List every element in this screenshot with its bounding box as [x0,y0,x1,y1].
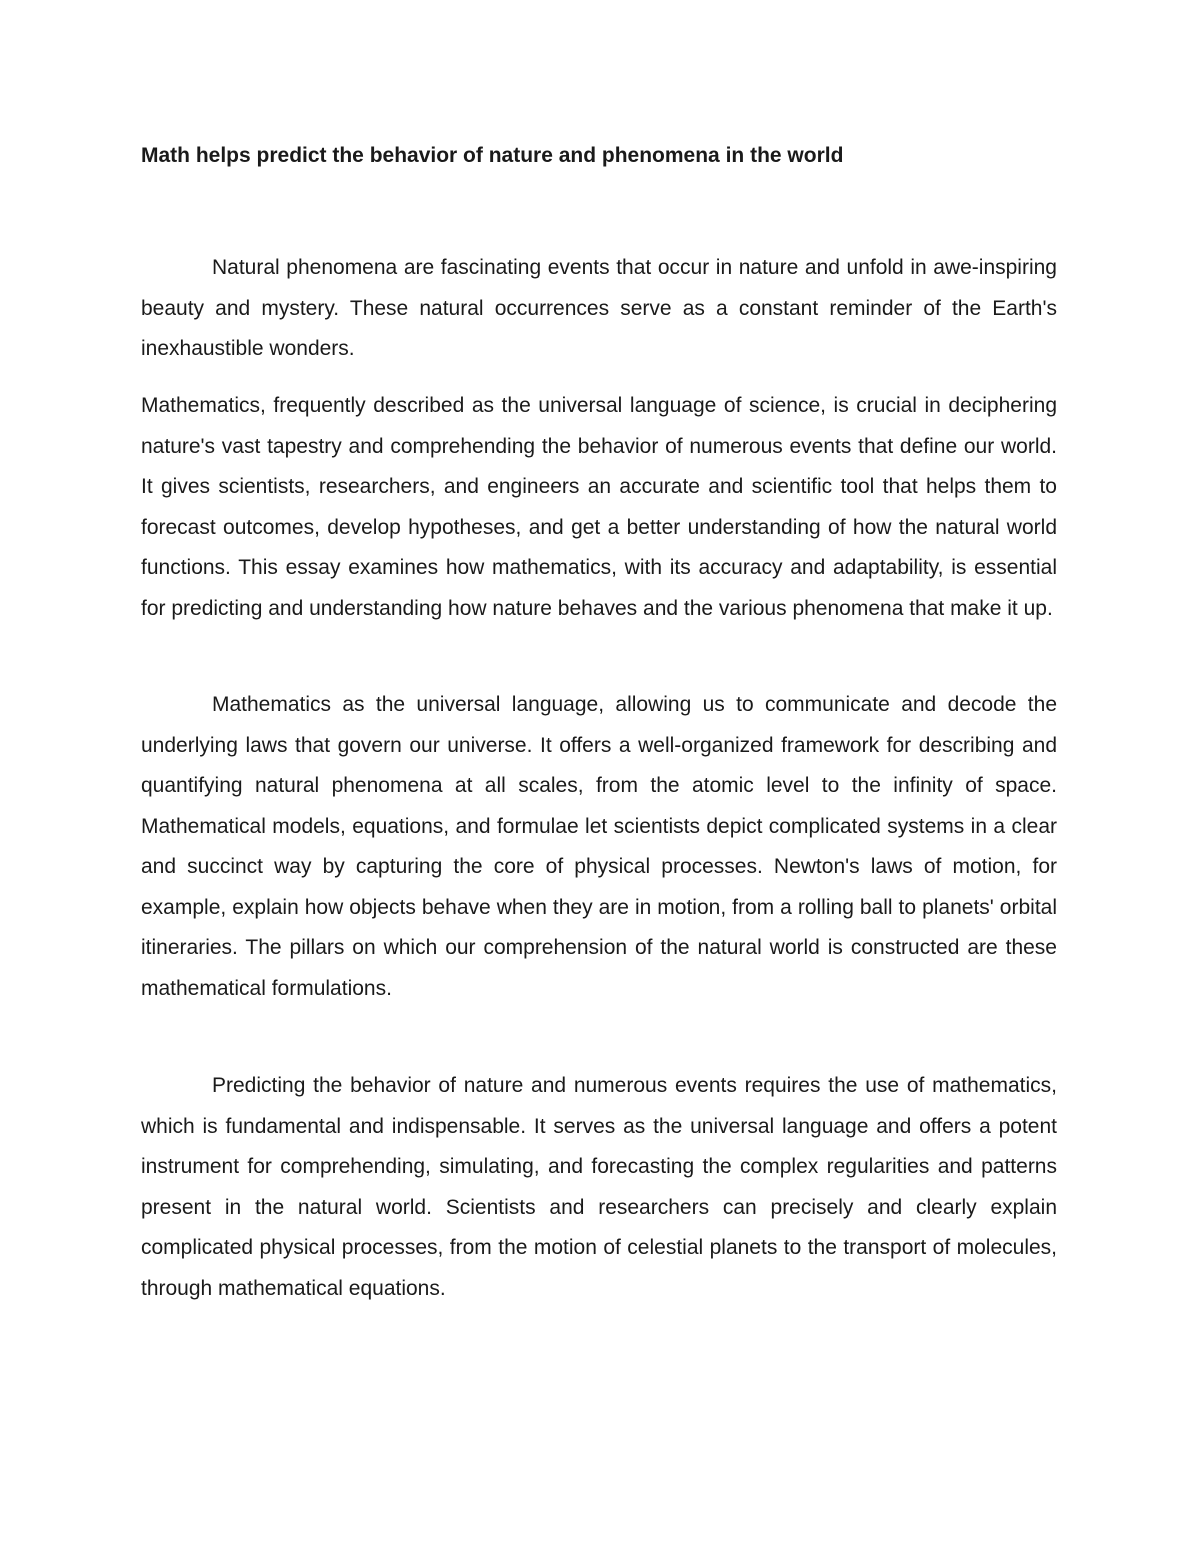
paragraph-1: Natural phenomena are fascinating events that occur in nature and unfold in awe-inspiring beauty and mystery. These natural occurrences serve as a constant reminder of the Earth's inexhaustible wonders. [141,256,1057,360]
paragraph-4: Predicting the behavior of nature and numerous events requires the use of mathematics, which is fundamental and indispensable. It serves as the universal language and offers a potent instrument for comprehending, simulating, and forecasting the complex regularities and patterns present in the natural world. Scientists and researchers can precisely and clearly explain complicated physical processes, from the motion of celestial planets to the transport of molecules, through mathematical equations. [141,1074,1057,1300]
document-title: Math helps predict the behavior of nature and phenomena in the world [141,144,844,167]
paragraph-2: Mathematics, frequently described as the universal language of science, is crucial in deciphering nature's vast tapestry and comprehending the behavior of numerous events that define our world. It gives scientists, researchers, and engineers an accurate and scientific tool that helps them to forecast outcomes, develop hypotheses, and get a better understanding of how the natural world functions. This essay examines how mathematics, with its accuracy and adaptability, is essential for predicting and understanding how nature behaves and the various phenomena that make it up. [141,394,1057,620]
paragraph-3: Mathematics as the universal language, allowing us to communicate and decode the underlying laws that govern our universe. It offers a well-organized framework for describing and quantifying natural phenomena at all scales, from the atomic level to the infinity of space. Mathematical models, equations, and formulae let scientists depict complicated systems in a clear and succinct way by capturing the core of physical processes. Newton's laws of motion, for example, explain how objects behave when they are in motion, from a rolling ball to planets' orbital itineraries. The pillars on which our comprehension of the natural world is constructed are these mathematical formulations. [141,693,1057,1000]
